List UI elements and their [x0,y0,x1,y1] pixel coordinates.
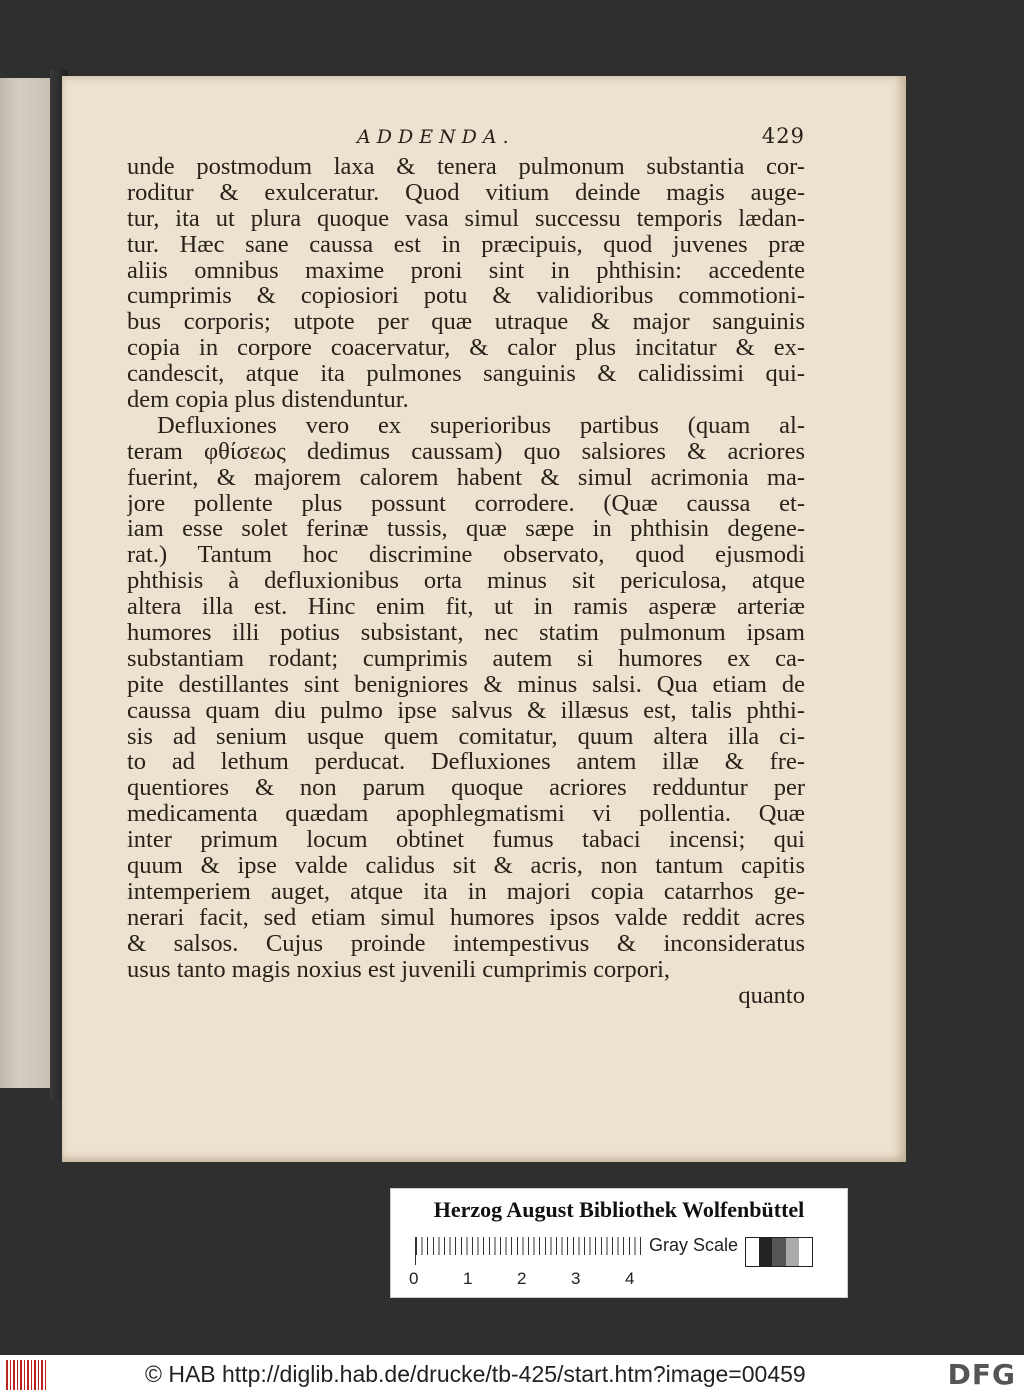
library-color-target [390,1188,848,1298]
scale-ruler [415,1237,642,1265]
text-line: teram φθίσεως dedimus caussam) quo salsiores & acriores [127,438,805,465]
page-text-block [127,124,805,1008]
text-line: sis ad senium usque quem comitatur, quum altera illa ci- [127,723,805,750]
text-line: substantiam rodant; cumprimis autem si humores ex ca- [127,645,805,672]
text-line: iam esse solet ferinæ tussis, quæ sæpe in phthisin degene- [127,516,805,543]
body-text [127,154,805,983]
ruler-number: 0 [409,1269,419,1288]
running-title: ADDENDA. [357,126,515,148]
text-line: pite destillantes sint benigniores & minus salsi. Qua etiam de [127,671,805,698]
gray-swatch [746,1238,759,1266]
text-line: Defluxiones vero ex superioribus partibus (quam al- [157,412,805,439]
text-line: quentiores & non parum quoque acriores redduntur per [127,775,805,802]
text-line: cumprimis & copiosiori potu & validioribus commotioni- [127,283,805,310]
gray-swatch [786,1238,799,1266]
text-line: nerari facit, sed etiam simul humores ipsos valde reddit acres [127,904,805,931]
ruler-number: 2 [517,1269,527,1288]
text-line: & salsos. Cujus proinde intempestivus & inconsideratus [127,930,805,957]
dfg-logo: DFG [947,1358,1016,1391]
text-line: caussa quam diu pulmo ipse salvus & illæsus est, talis phthi- [127,697,805,724]
gray-swatch [772,1238,785,1266]
text-line: phthisis à defluxionibus orta minus sit periculosa, atque [127,568,805,595]
footer-bar [0,1355,1024,1395]
ruler-number: 1 [463,1269,473,1288]
ruler-number: 3 [571,1269,581,1288]
text-line: tur. Hæc sane caussa est in præcipuis, quod juvenes præ [127,231,805,258]
running-head [127,124,805,154]
text-line: unde postmodum laxa & tenera pulmonum substantia cor- [127,154,805,180]
left-page-edge [0,78,50,1088]
text-line: copia in corpore coacervatur, & calor plus incitatur & ex- [127,335,805,362]
text-line: medicamenta quædam apophlegmatismi vi pollentia. Quæ [127,801,805,828]
hab-barcode-icon [6,1360,48,1390]
text-line: fuerint, & majorem calorem habent & simul acrimonia ma- [127,464,805,491]
copyright-link[interactable]: © HAB http://diglib.hab.de/drucke/tb-425/start.htm?image=00459 [145,1361,806,1387]
text-line: rat.) Tantum hoc discrimine observato, quod ejusmodi [127,542,805,569]
gray-scale-swatches [745,1237,813,1267]
text-line: jore pollente plus possunt corrodere. (Quæ caussa et- [127,490,805,517]
gray-swatch [759,1238,772,1266]
text-line: candescit, atque ita pulmones sanguinis & calidissimi qui- [127,361,805,388]
text-line: inter primum locum obtinet fumus tabaci incensi; qui [127,827,805,854]
catchword: quanto [738,982,805,1009]
page-number: 429 [761,124,805,148]
text-line: altera illa est. Hinc enim fit, ut in ramis asperæ arteriæ [127,594,805,621]
text-line: quum & ipse valde calidus sit & acris, non tantum capitis [127,853,805,879]
text-line: bus corporis; utpote per quæ utraque & major sanguinis [127,309,805,336]
text-line: intemperiem auget, atque ita in majori copia catarrhos ge- [127,878,805,905]
text-line: usus tanto magis noxius est juvenili cumprimis corpori, [127,956,671,983]
text-line: humores illi potius subsistant, nec statim pulmonum ipsam [127,620,805,646]
text-line: to ad lethum perducat. Defluxiones antem illæ & fre- [127,749,805,776]
ruler-number: 4 [625,1269,635,1288]
text-line: tur, ita ut plura quoque vasa simul successu temporis lædan- [127,205,805,232]
text-line: dem copia plus distenduntur. [127,387,409,413]
text-line: aliis omnibus maxime proni sint in phthisin: accedente [127,257,805,284]
text-line: roditur & exulceratur. Quod vitium deinde magis auge- [127,179,805,206]
book-page [62,76,906,1162]
library-name: Herzog August Bibliothek Wolfenbüttel [433,1197,805,1222]
gray-scale-label: Gray Scale [649,1235,739,1255]
gray-swatch [799,1238,812,1266]
